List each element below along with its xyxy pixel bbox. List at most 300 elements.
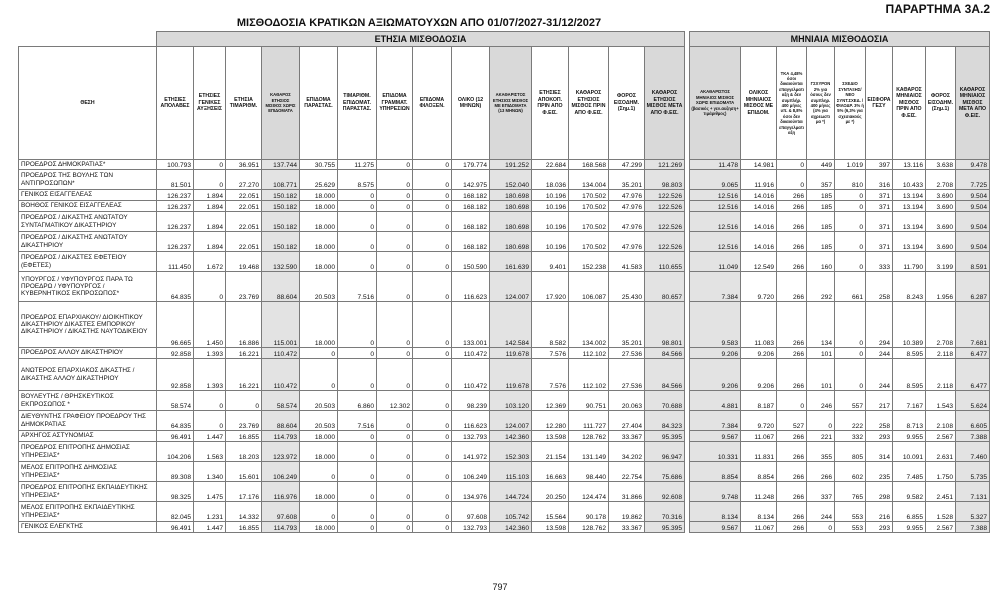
monthly-value-cell: 222 xyxy=(835,411,866,431)
position-cell: ΠΡΟΕΔΡΟΣ / ΔΙΚΑΣΤΗΣ ΑΝΩΤΑΤΟΥ ΔΙΚΑΣΤΗΡΙΟΥ xyxy=(19,232,157,252)
annual-value-cell: 168.182 xyxy=(452,212,490,232)
annual-value-cell: 180.698 xyxy=(490,232,532,252)
annual-value-cell: 0 xyxy=(377,302,413,348)
annual-value-cell: 90.751 xyxy=(569,391,609,411)
annual-value-cell: 80.657 xyxy=(645,272,685,302)
monthly-value-cell: 2.118 xyxy=(926,359,956,391)
monthly-value-cell: 7.681 xyxy=(956,302,990,348)
annual-value-cell: 20.063 xyxy=(609,391,645,411)
annual-value-cell: 134.002 xyxy=(569,302,609,348)
monthly-value-cell: 160 xyxy=(807,252,835,272)
annual-value-cell: 134.004 xyxy=(569,170,609,190)
monthly-value-cell: 2.708 xyxy=(926,302,956,348)
monthly-value-cell: 337 xyxy=(807,482,835,502)
annual-value-cell: 88.604 xyxy=(262,272,300,302)
header-blank-cell xyxy=(19,32,157,47)
annual-value-cell: 150.182 xyxy=(262,232,300,252)
table-row xyxy=(19,502,990,522)
monthly-value-cell: 371 xyxy=(866,212,893,232)
annual-value-cell: 0 xyxy=(338,522,377,533)
monthly-value-cell: 13.194 xyxy=(893,232,926,252)
monthly-value-cell: 11.049 xyxy=(690,252,741,272)
annual-value-cell: 0 xyxy=(413,522,452,533)
monthly-value-cell: 0 xyxy=(777,391,807,411)
monthly-value-cell: 14.016 xyxy=(741,212,777,232)
annual-value-cell: 18.036 xyxy=(532,170,569,190)
monthly-value-cell: 292 xyxy=(807,272,835,302)
page-number: 797 xyxy=(492,582,508,592)
annual-value-cell: 20.503 xyxy=(300,272,338,302)
annual-column-header: ΟΛΙΚΟ (12 ΜΗΝΩΝ) xyxy=(452,47,490,160)
annual-value-cell: 0 xyxy=(300,359,338,391)
monthly-value-cell: 9.748 xyxy=(690,482,741,502)
monthly-value-cell: 0 xyxy=(777,170,807,190)
monthly-value-cell: 8.595 xyxy=(893,359,926,391)
monthly-value-cell: 2.631 xyxy=(926,442,956,462)
table-row xyxy=(19,170,990,190)
annual-value-cell: 31.866 xyxy=(609,482,645,502)
annual-value-cell: 150.590 xyxy=(452,252,490,272)
monthly-value-cell: 10.433 xyxy=(893,170,926,190)
annual-value-cell: 0 xyxy=(377,411,413,431)
monthly-value-cell: 9.478 xyxy=(956,160,990,170)
annual-value-cell: 0 xyxy=(413,442,452,462)
annual-value-cell: 150.182 xyxy=(262,190,300,201)
monthly-value-cell: 449 xyxy=(807,160,835,170)
position-cell: ΠΡΟΕΔΡΟΣ ΕΠΙΤΡΟΠΗΣ ΕΚΠΑΙΔΕΥΤΙΚΗΣ ΥΠΗΡΕΣΙΑΣ* xyxy=(19,482,157,502)
annual-value-cell: 110.472 xyxy=(452,359,490,391)
annual-value-cell: 97.608 xyxy=(262,502,300,522)
annual-value-cell: 92.858 xyxy=(157,348,194,359)
annual-value-cell: 0 xyxy=(377,272,413,302)
annual-value-cell: 111.727 xyxy=(569,411,609,431)
annual-value-cell: 179.774 xyxy=(452,160,490,170)
annual-value-cell: 13.598 xyxy=(532,431,569,442)
annual-value-cell: 1.563 xyxy=(194,442,226,462)
annual-value-cell: 106.087 xyxy=(569,272,609,302)
annual-value-cell: 0 xyxy=(338,190,377,201)
annual-value-cell: 126.237 xyxy=(157,201,194,212)
salary-table-body xyxy=(19,160,990,533)
annual-value-cell: 0 xyxy=(194,272,226,302)
annual-value-cell: 0 xyxy=(377,482,413,502)
annual-value-cell: 0 xyxy=(377,431,413,442)
annual-value-cell: 18.000 xyxy=(300,252,338,272)
monthly-value-cell: 7.388 xyxy=(956,522,990,533)
monthly-value-cell: 258 xyxy=(866,411,893,431)
annual-value-cell: 0 xyxy=(226,391,262,411)
monthly-value-cell: 12.516 xyxy=(690,190,741,201)
table-row xyxy=(19,272,990,302)
annual-value-cell: 1.450 xyxy=(194,302,226,348)
annual-value-cell: 170.502 xyxy=(569,190,609,201)
monthly-value-cell: 10.091 xyxy=(893,442,926,462)
annual-value-cell: 18.000 xyxy=(300,302,338,348)
monthly-value-cell: 3.638 xyxy=(926,160,956,170)
salary-table xyxy=(18,31,990,533)
annual-value-cell: 15.564 xyxy=(532,502,569,522)
monthly-value-cell: 134 xyxy=(807,302,835,348)
annual-value-cell: 0 xyxy=(413,252,452,272)
annual-value-cell: 0 xyxy=(377,502,413,522)
annual-value-cell: 110.472 xyxy=(452,348,490,359)
annual-value-cell: 70.688 xyxy=(645,391,685,411)
annual-value-cell: 112.102 xyxy=(569,359,609,391)
position-cell: ΠΡΟΕΔΡΟΣ / ΔΙΚΑΣΤΕΣ ΕΦΕΤΕΙΟΥ (ΕΦΕΤΕΣ) xyxy=(19,252,157,272)
monthly-value-cell: 7.384 xyxy=(690,272,741,302)
monthly-value-cell: 6.477 xyxy=(956,348,990,359)
annual-value-cell: 1.447 xyxy=(194,522,226,533)
annual-value-cell: 20.250 xyxy=(532,482,569,502)
annual-value-cell: 89.308 xyxy=(157,462,194,482)
annual-value-cell: 170.502 xyxy=(569,201,609,212)
table-row xyxy=(19,522,990,533)
annual-value-cell: 27.536 xyxy=(609,359,645,391)
annual-value-cell: 142.975 xyxy=(452,170,490,190)
annual-value-cell: 22.684 xyxy=(532,160,569,170)
annual-value-cell: 18.000 xyxy=(300,212,338,232)
annual-value-cell: 17.920 xyxy=(532,272,569,302)
annual-value-cell: 18.000 xyxy=(300,232,338,252)
monthly-value-cell: 244 xyxy=(866,359,893,391)
monthly-value-cell: 6.855 xyxy=(893,502,926,522)
annual-value-cell: 96.665 xyxy=(157,302,194,348)
monthly-value-cell: 11.790 xyxy=(893,252,926,272)
monthly-value-cell: 266 xyxy=(777,252,807,272)
position-cell: ΔΙΕΥΘΥΝΤΗΣ ΓΡΑΦΕΙΟΥ ΠΡΟΕΔΡΟΥ ΤΗΣ ΔΗΜΟΚΡΑΤΙΑΣ xyxy=(19,411,157,431)
annual-value-cell: 0 xyxy=(377,252,413,272)
annual-value-cell: 142.584 xyxy=(490,302,532,348)
monthly-value-cell: 314 xyxy=(866,442,893,462)
monthly-value-cell: 12.516 xyxy=(690,232,741,252)
annual-value-cell: 114.793 xyxy=(262,431,300,442)
annual-value-cell: 180.698 xyxy=(490,201,532,212)
monthly-value-cell: 805 xyxy=(835,442,866,462)
annual-value-cell: 95.395 xyxy=(645,522,685,533)
annual-value-cell: 112.102 xyxy=(569,348,609,359)
monthly-value-cell: 185 xyxy=(807,201,835,212)
monthly-value-cell: 0 xyxy=(835,201,866,212)
annual-value-cell: 47.976 xyxy=(609,201,645,212)
monthly-value-cell: 294 xyxy=(866,302,893,348)
annual-value-cell: 25.430 xyxy=(609,272,645,302)
monthly-value-cell: 9.567 xyxy=(690,431,741,442)
table-row xyxy=(19,431,990,442)
annual-value-cell: 98.803 xyxy=(645,170,685,190)
monthly-value-cell: 0 xyxy=(807,522,835,533)
monthly-value-cell: 9.955 xyxy=(893,522,926,533)
monthly-value-cell: 765 xyxy=(835,482,866,502)
monthly-value-cell: 357 xyxy=(807,170,835,190)
annual-column-header: ΕΠΙΔΟΜΑ ΠΑΡΑΣΤΑΣ. xyxy=(300,47,338,160)
annual-value-cell: 0 xyxy=(300,462,338,482)
monthly-value-cell: 14.981 xyxy=(741,160,777,170)
monthly-value-cell: 332 xyxy=(835,431,866,442)
monthly-value-cell: 13.194 xyxy=(893,201,926,212)
monthly-value-cell: 355 xyxy=(807,442,835,462)
annual-value-cell: 142.360 xyxy=(490,431,532,442)
annual-value-cell: 106.249 xyxy=(262,462,300,482)
monthly-value-cell: 13.194 xyxy=(893,212,926,232)
annual-column-header: ΕΠΙΔΟΜΑ ΓΡΑΜΜΑΤ. ΥΠΗΡΕΣΙΩΝ xyxy=(377,47,413,160)
monthly-value-cell: 12.549 xyxy=(741,252,777,272)
annual-value-cell: 12.280 xyxy=(532,411,569,431)
annual-value-cell: 27.404 xyxy=(609,411,645,431)
annual-value-cell: 84.566 xyxy=(645,359,685,391)
annual-value-cell: 0 xyxy=(377,462,413,482)
annual-value-cell: 16.886 xyxy=(226,302,262,348)
annual-value-cell: 1.447 xyxy=(194,431,226,442)
annual-value-cell: 84.323 xyxy=(645,411,685,431)
monthly-value-cell: 9.504 xyxy=(956,212,990,232)
annual-value-cell: 1.475 xyxy=(194,482,226,502)
monthly-value-cell: 266 xyxy=(777,522,807,533)
annual-value-cell: 132.793 xyxy=(452,431,490,442)
annual-value-cell: 36.951 xyxy=(226,160,262,170)
annual-value-cell: 152.238 xyxy=(569,252,609,272)
position-cell: ΑΡΧΗΓΟΣ ΑΣΤΥΝΟΜΙΑΣ xyxy=(19,431,157,442)
annual-value-cell: 47.299 xyxy=(609,160,645,170)
monthly-column-header: ΟΛΙΚΟΣ ΜΗΝΙΑΙΟΣ ΜΙΣΘΟΣ ΜΕ ΕΠΙΔΟΜ. xyxy=(741,47,777,160)
table-row xyxy=(19,201,990,212)
monthly-value-cell: 553 xyxy=(835,502,866,522)
annual-column-header: ΕΤΗΣΙΕΣ ΓΕΝΙΚΕΣ ΑΥΞΗΣΕΙΣ xyxy=(194,47,226,160)
annual-value-cell: 119.678 xyxy=(490,359,532,391)
annual-value-cell: 170.502 xyxy=(569,212,609,232)
position-cell: ΠΡΟΕΔΡΟΣ ΤΗΣ ΒΟΥΛΗΣ ΤΩΝ ΑΝΤΙΠΡΟΣΩΠΩΝ* xyxy=(19,170,157,190)
monthly-value-cell: 101 xyxy=(807,348,835,359)
annual-value-cell: 9.401 xyxy=(532,252,569,272)
annual-value-cell: 82.045 xyxy=(157,502,194,522)
monthly-value-cell: 258 xyxy=(866,272,893,302)
table-row xyxy=(19,359,990,391)
annual-value-cell: 88.604 xyxy=(262,411,300,431)
monthly-value-cell: 9.065 xyxy=(690,170,741,190)
position-cell: ΒΟΗΘΟΣ ΓΕΝΙΚΟΣ ΕΙΣΑΓΓΕΛΕΑΣ xyxy=(19,201,157,212)
table-row xyxy=(19,252,990,272)
annual-value-cell: 0 xyxy=(300,502,338,522)
annual-value-cell: 23.769 xyxy=(226,272,262,302)
annual-value-cell: 132.793 xyxy=(452,522,490,533)
monthly-value-cell: 7.460 xyxy=(956,442,990,462)
annual-value-cell: 0 xyxy=(413,170,452,190)
monthly-value-cell: 527 xyxy=(777,411,807,431)
monthly-value-cell: 216 xyxy=(866,502,893,522)
monthly-value-cell: 13.194 xyxy=(893,190,926,201)
annual-column-header: ΚΑΘΑΡΟΣ ΕΤΗΣΙΟΣ ΜΙΣΘΟΣ ΠΡΙΝ ΑΠΟ Φ.ΕΙΣ. xyxy=(569,47,609,160)
monthly-value-cell: 266 xyxy=(777,442,807,462)
annual-value-cell: 122.526 xyxy=(645,212,685,232)
monthly-value-cell: 2.567 xyxy=(926,522,956,533)
monthly-column-header: ΑΚΑΘΑΡΙΣΤΟΣ ΜΗΝΙΑΙΟΣ ΜΙΣΘΟΣ ΧΩΡΙΣ ΕΠΙΔΟΜΑΤΑ (βασικός + γεν.αυξηση+ τιμάριθμος) xyxy=(690,47,741,160)
annual-value-cell: 75.686 xyxy=(645,462,685,482)
annual-value-cell: 123.972 xyxy=(262,442,300,462)
table-row xyxy=(19,212,990,232)
monthly-value-cell: 266 xyxy=(777,201,807,212)
annual-value-cell: 168.568 xyxy=(569,160,609,170)
annual-value-cell: 180.698 xyxy=(490,212,532,232)
annual-value-cell: 0 xyxy=(413,212,452,232)
annual-value-cell: 110.655 xyxy=(645,252,685,272)
monthly-value-cell: 1.543 xyxy=(926,391,956,411)
monthly-value-cell: 293 xyxy=(866,522,893,533)
monthly-value-cell: 3.199 xyxy=(926,252,956,272)
monthly-value-cell: 266 xyxy=(777,348,807,359)
annual-value-cell: 0 xyxy=(338,482,377,502)
monthly-value-cell: 9.583 xyxy=(690,302,741,348)
monthly-value-cell: 0 xyxy=(835,212,866,232)
monthly-value-cell: 266 xyxy=(777,232,807,252)
annual-value-cell: 7.516 xyxy=(338,272,377,302)
annual-value-cell: 122.526 xyxy=(645,190,685,201)
annual-value-cell: 1.672 xyxy=(194,252,226,272)
monthly-value-cell: 101 xyxy=(807,359,835,391)
monthly-value-cell: 2.451 xyxy=(926,482,956,502)
annual-value-cell: 1.894 xyxy=(194,201,226,212)
annual-value-cell: 70.316 xyxy=(645,502,685,522)
monthly-value-cell: 7.384 xyxy=(690,411,741,431)
annual-value-cell: 0 xyxy=(338,431,377,442)
monthly-value-cell: 11.248 xyxy=(741,482,777,502)
annual-value-cell: 25.629 xyxy=(300,170,338,190)
annual-value-cell: 0 xyxy=(377,232,413,252)
monthly-value-cell: 266 xyxy=(777,190,807,201)
monthly-value-cell: 8.595 xyxy=(893,348,926,359)
annual-value-cell: 119.678 xyxy=(490,348,532,359)
annual-value-cell: 0 xyxy=(377,442,413,462)
annual-column-header: ΑΚΑΘΑΡΙΣΤΟΣ ΕΤΗΣΙΟΣ ΜΙΣΘΟΣ ΜΕ ΕΠΙΔΟΜΑΤΑ (13 ΜΗΝΩΝ) xyxy=(490,47,532,160)
monthly-value-cell: 661 xyxy=(835,272,866,302)
annual-value-cell: 12.302 xyxy=(377,391,413,411)
monthly-value-cell: 2.118 xyxy=(926,348,956,359)
monthly-value-cell: 810 xyxy=(835,170,866,190)
annual-value-cell: 1.340 xyxy=(194,462,226,482)
position-cell: ΑΝΩΤΕΡΟΣ ΕΠΑΡΧΙΑΚΟΣ ΔΙΚΑΣΤΗΣ / ΔΙΚΑΣΤΗΣ ΑΛΛΟΥ ΔΙΚΑΣΤΗΡΙΟΥ xyxy=(19,359,157,391)
monthly-value-cell: 5.735 xyxy=(956,462,990,482)
annual-value-cell: 81.501 xyxy=(157,170,194,190)
annual-value-cell: 0 xyxy=(377,522,413,533)
annual-value-cell: 33.367 xyxy=(609,522,645,533)
monthly-value-cell: 7.485 xyxy=(893,462,926,482)
monthly-column-header: ΕΙΣΦΟΡΑ ΓΕΣΥ xyxy=(866,47,893,160)
monthly-value-cell: 9.504 xyxy=(956,232,990,252)
annual-value-cell: 0 xyxy=(338,348,377,359)
annual-value-cell: 90.178 xyxy=(569,502,609,522)
monthly-value-cell: 185 xyxy=(807,190,835,201)
monthly-value-cell: 12.516 xyxy=(690,201,741,212)
annual-value-cell: 0 xyxy=(413,160,452,170)
monthly-value-cell: 11.916 xyxy=(741,170,777,190)
annual-value-cell: 137.744 xyxy=(262,160,300,170)
annual-value-cell: 11.275 xyxy=(338,160,377,170)
table-row xyxy=(19,482,990,502)
annual-value-cell: 98.440 xyxy=(569,462,609,482)
monthly-value-cell: 293 xyxy=(866,431,893,442)
annual-value-cell: 47.976 xyxy=(609,232,645,252)
monthly-column-header: ΤΚΑ 4,48% όσοι δικαιούνται επαγγελματι αξη & δεν συμπλήρ. 400 μήνες υπ. & 8,8% όσοι δεν δικαιούνται επαγγελματι αξη xyxy=(777,47,807,160)
monthly-value-cell: 11.067 xyxy=(741,522,777,533)
monthly-value-cell: 3.690 xyxy=(926,190,956,201)
annual-value-cell: 126.237 xyxy=(157,212,194,232)
annual-value-cell: 58.574 xyxy=(157,391,194,411)
annual-value-cell: 98.239 xyxy=(452,391,490,411)
annual-value-cell: 64.835 xyxy=(157,411,194,431)
monthly-value-cell: 2.708 xyxy=(926,170,956,190)
annual-value-cell: 110.472 xyxy=(262,359,300,391)
monthly-value-cell: 11.478 xyxy=(690,160,741,170)
monthly-value-cell: 235 xyxy=(866,462,893,482)
annual-value-cell: 122.526 xyxy=(645,232,685,252)
monthly-value-cell: 266 xyxy=(807,462,835,482)
monthly-value-cell: 9.720 xyxy=(741,411,777,431)
annual-column-header: ΤΙΜΑΡΙΘΜ. ΕΠΙΔΟΜΑΤ. ΠΑΡΑΣΤΑΣ. xyxy=(338,47,377,160)
monthly-value-cell: 9.206 xyxy=(741,359,777,391)
monthly-value-cell: 557 xyxy=(835,391,866,411)
annual-value-cell: 124.007 xyxy=(490,272,532,302)
annual-value-cell: 170.502 xyxy=(569,232,609,252)
monthly-value-cell: 0 xyxy=(835,302,866,348)
annual-value-cell: 22.051 xyxy=(226,232,262,252)
annual-value-cell: 96.491 xyxy=(157,431,194,442)
annual-value-cell: 21.154 xyxy=(532,442,569,462)
annual-value-cell: 1.393 xyxy=(194,359,226,391)
annual-value-cell: 0 xyxy=(338,232,377,252)
annual-value-cell: 19.862 xyxy=(609,502,645,522)
annual-value-cell: 16.855 xyxy=(226,431,262,442)
annual-value-cell: 133.001 xyxy=(452,302,490,348)
annual-value-cell: 8.582 xyxy=(532,302,569,348)
monthly-value-cell: 9.206 xyxy=(741,348,777,359)
annual-value-cell: 124.007 xyxy=(490,411,532,431)
position-cell: ΥΠΟΥΡΓΟΣ / ΥΦΥΠΟΥΡΓΟΣ ΠΑΡΑ ΤΩ ΠΡΟΕΔΡΩ / ΥΦΥΠΟΥΡΓΟΣ / ΚΥΒΕΡΝΗΤΙΚΟΣ ΕΚΠΡΟΣΩΠΟΣ* xyxy=(19,272,157,302)
annual-value-cell: 41.583 xyxy=(609,252,645,272)
annual-value-cell: 114.793 xyxy=(262,522,300,533)
annual-value-cell: 64.835 xyxy=(157,272,194,302)
annual-value-cell: 103.120 xyxy=(490,391,532,411)
annual-value-cell: 128.762 xyxy=(569,431,609,442)
page-title: ΜΙΣΘΟΔΟΣΙΑ ΚΡΑΤΙΚΩΝ ΑΞΙΩΜΑΤΟΥΧΩΝ ΑΠΟ 01/07/2027-31/12/2027 xyxy=(236,17,602,29)
annual-value-cell: 10.196 xyxy=(532,201,569,212)
annual-value-cell: 16.663 xyxy=(532,462,569,482)
monthly-value-cell: 298 xyxy=(866,482,893,502)
monthly-value-cell: 1.956 xyxy=(926,272,956,302)
annual-value-cell: 12.369 xyxy=(532,391,569,411)
position-cell: ΓΕΝΙΚΟΣ ΕΙΣΑΓΓΕΛΕΑΣ xyxy=(19,190,157,201)
table-row xyxy=(19,442,990,462)
annual-value-cell: 13.598 xyxy=(532,522,569,533)
annual-value-cell: 95.395 xyxy=(645,431,685,442)
annual-value-cell: 141.972 xyxy=(452,442,490,462)
annual-value-cell: 0 xyxy=(377,160,413,170)
table-row xyxy=(19,232,990,252)
position-cell: ΜΕΛΟΣ ΕΠΙΤΡΟΠΗΣ ΕΚΠΑΙΔΕΥΤΙΚΗΣ ΥΠΗΡΕΣΙΑΣ* xyxy=(19,502,157,522)
annual-value-cell: 14.332 xyxy=(226,502,262,522)
monthly-value-cell: 9.504 xyxy=(956,201,990,212)
position-cell: ΜΕΛΟΣ ΕΠΙΤΡΟΠΗΣ ΔΗΜΟΣΙΑΣ ΥΠΗΡΕΣΙΑΣ* xyxy=(19,462,157,482)
annual-value-cell: 22.051 xyxy=(226,201,262,212)
annual-value-cell: 33.367 xyxy=(609,431,645,442)
annual-value-cell: 0 xyxy=(377,348,413,359)
annual-value-cell: 0 xyxy=(194,391,226,411)
annual-value-cell: 0 xyxy=(413,411,452,431)
annual-value-cell: 126.237 xyxy=(157,190,194,201)
monthly-value-cell: 316 xyxy=(866,170,893,190)
monthly-value-cell: 3.690 xyxy=(926,232,956,252)
annual-value-cell: 0 xyxy=(413,201,452,212)
monthly-value-cell: 6.605 xyxy=(956,411,990,431)
annual-value-cell: 115.001 xyxy=(262,302,300,348)
monthly-value-cell: 8.854 xyxy=(741,462,777,482)
